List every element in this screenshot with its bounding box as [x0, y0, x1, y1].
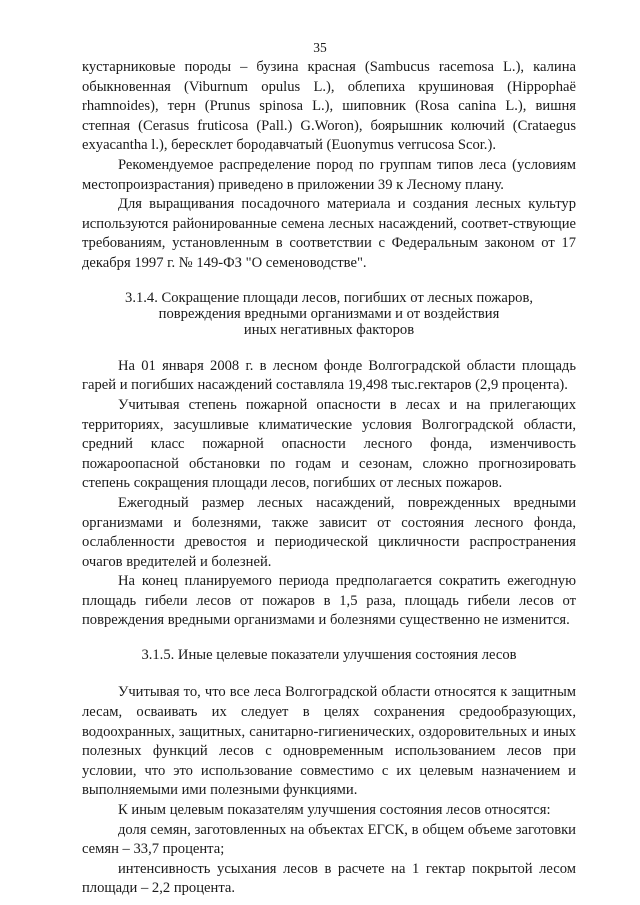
heading-line: 3.1.4. Сокращение площади лесов, погибших от лесных пожаров, — [125, 289, 533, 306]
species-list-paragraph: кустарниковые породы – бузина красная (Sambucus racemosa L.), калина обыкновенная (Viburnum opulus L.), облепиха крушиновая (Hippophaë rhamnoides), терн (Prunus spinosa L.), шиповник (Rosa canina L.), вишня степная (Cerasus fruticosa (Pall.) G.Woron), боярышник колючий (Crataegus exyacantha l.), бересклет бородавчатый (Euonymus verrucosa Scor.). — [82, 59, 576, 154]
forecast-paragraph: На конец планируемого периода предполагается сократить ежегодную площадь гибели лесов от пожаров в 1,5 раза, площадь гибели лесов от повреждения вредными организмами и болезнями существенно не изменится. — [82, 573, 576, 629]
burned-area-paragraph: На 01 января 2008 г. в лесном фонде Волгоградской области площадь гарей и погибших насаждений составляла 19,498 тыс.гектаров (2,9 процента). — [82, 357, 576, 394]
fire-risk-paragraph: Учитывая степень пожарной опасности в лесах и на прилегающих территориях, засушливые климатические условия Волгоградской области, средний класс пожарной опасности лесного фонда, изменчивость пожароопасной обстановки по годам и сезонам, сложно прогнозировать степень сокращения площади лесов, погибших от лесных пожаров. — [82, 396, 576, 492]
pest-damage-paragraph: Ежегодный размер лесных насаждений, поврежденных вредными организмами и болезнями, также зависит от состояния лесного фонда, ослабленности древостоя и периодической цикличности распространения очагов вредителей и болезней. — [82, 494, 576, 570]
page-content — [82, 58, 576, 899]
protective-forests-paragraph: Учитывая то, что все леса Волгоградской области относятся к защитным лесам, осваивать их следует в целях сохранения средообразующих, водоохранных, защитных, санитарно-гигиенических, оздоровительных и иных полезных функций лесов с одновременным использованием лесов при условии, что это использование совместимо с их целевым назначением и выполняемыми ими полезными функциями. — [82, 684, 576, 799]
page-number: 35 — [313, 40, 327, 55]
heading-line: иных негативных факторов — [243, 322, 415, 339]
heading-line: повреждения вредными организмами и от воздействия — [158, 305, 500, 322]
seed-share-paragraph: доля семян, заготовленных на объектах ЕГСК, в общем объеме заготовки семян – 33,7 процента; — [82, 821, 576, 858]
indicators-intro-paragraph: К иным целевым показателям улучшения состояния лесов относятся: — [118, 802, 551, 819]
seed-paragraph: Для выращивания посадочного материала и создания лесных культур используются районированные семена лесных насаждений, соответ-ствующие требованиям, установленным в соответствии с Федеральным законом от 17 декабря 1997 г. № 149-ФЗ "О семеноводстве". — [82, 196, 576, 271]
distribution-paragraph: Рекомендуемое распределение пород по группам типов леса (условиям местопроизрастания) приведено в приложении 39 к Лесному плану. — [82, 156, 576, 193]
section-3-1-5-heading: 3.1.5. Иные целевые показатели улучшения состояния лесов — [141, 647, 517, 664]
section-3-1-4-heading — [82, 290, 576, 339]
drying-intensity-paragraph: интенсивность усыхания лесов в расчете на 1 гектар покрытой лесом площади – 2,2 процента. — [82, 860, 576, 897]
